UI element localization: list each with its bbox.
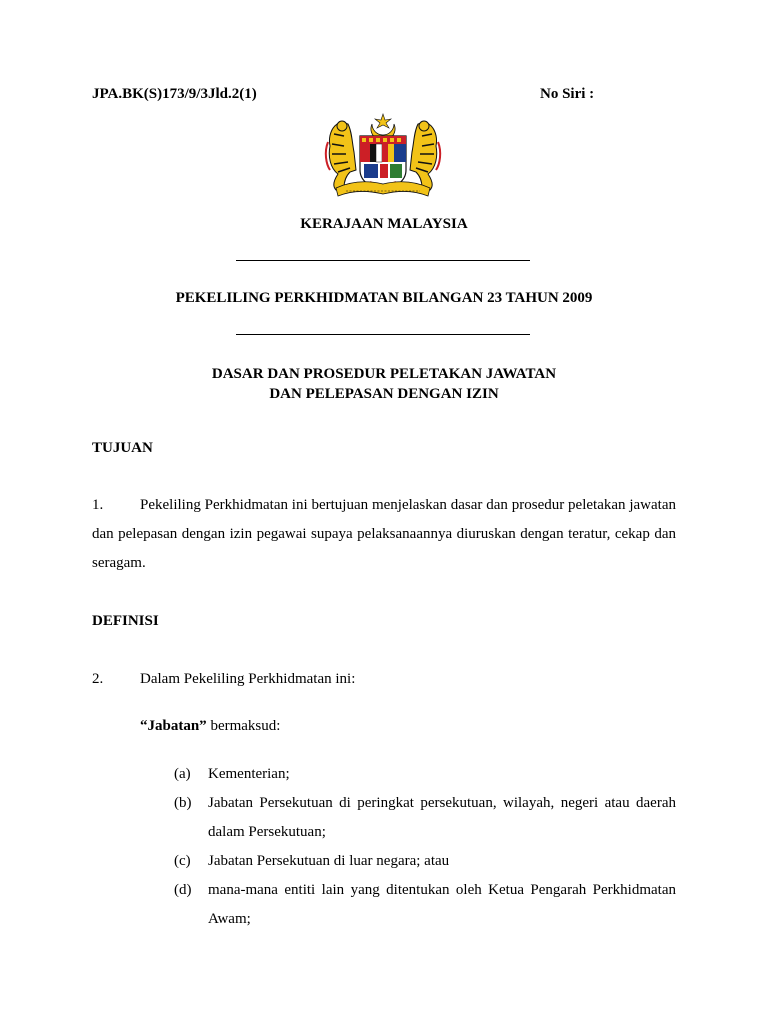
definition-term-suffix: bermaksud: [206,718,281,734]
definition-item-c [174,847,676,876]
definition-item-c-text: Jabatan Persekutuan di luar negara; atau [208,853,450,869]
definition-item-b [174,789,676,847]
subject-line-1: DASAR DAN PROSEDUR PELETAKAN JAWATAN [211,366,557,382]
definition-item-b-mark: (b) [174,795,192,811]
malaysia-coat-of-arms-icon [322,112,444,200]
paragraph-1-text: Pekeliling Perkhidmatan ini bertujuan menjelaskan dasar dan prosedur peletakan jawatan dan pelepasan dengan izin pegawai supaya pelaksanaannya diuruskan dengan teratur, cekap dan seragam. [92,497,676,571]
definition-item-d-text: mana-mana entiti lain yang ditentukan oleh Ketua Pengarah Perkhidmatan Awam; [208,882,676,927]
definition-term-line [140,718,280,735]
definition-item-d-mark: (d) [174,882,192,898]
paragraph-2-intro: Dalam Pekeliling Perkhidmatan ini: [140,671,356,687]
serial-number-label: No Siri : [540,86,595,102]
issuer-title: KERAJAAN MALAYSIA [300,216,468,232]
definition-term: “Jabatan” [140,718,207,734]
definition-item-c-mark: (c) [174,853,191,869]
section-heading-tujuan: TUJUAN [92,440,153,456]
paragraph-2-number: 2. [92,671,104,687]
reference-number: JPA.BK(S)173/9/3Jld.2(1) [92,86,257,102]
subject-line-2: DAN PELEPASAN DENGAN IZIN [269,386,499,402]
title-divider-top [236,260,530,261]
title-divider-bottom [236,334,530,335]
definition-item-d [174,876,676,934]
paragraph-1-number: 1. [92,497,104,513]
paragraph-1 [92,491,676,578]
definition-item-a [174,760,676,789]
definition-item-b-text: Jabatan Persekutuan di peringkat persekutuan, wilayah, negeri atau daerah dalam Persekutuan; [208,795,676,840]
definition-item-a-text: Kementerian; [208,766,290,782]
circular-number: PEKELILING PERKHIDMATAN BILANGAN 23 TAHUN 2009 [175,290,593,306]
section-heading-definisi: DEFINISI [92,613,159,629]
definition-item-a-mark: (a) [174,766,191,782]
